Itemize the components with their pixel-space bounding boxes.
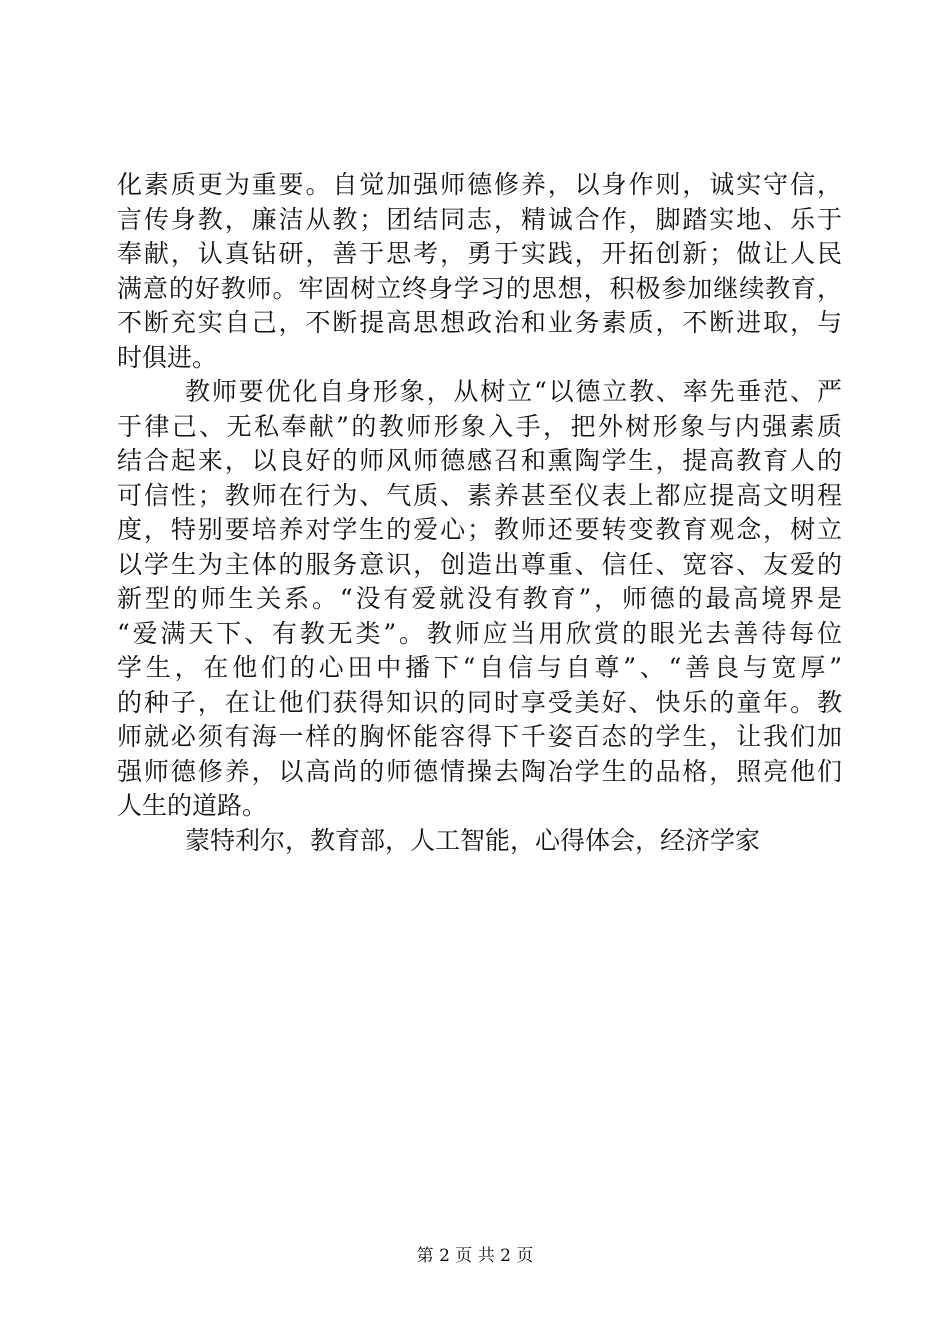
text-line: 奉献，认真钻研，善于思考，勇于实践，开拓创新；做让人民	[117, 239, 842, 268]
text-line: 的种子，在让他们获得知识的同时享受美好、快乐的童年。教	[117, 687, 842, 717]
paragraph-keywords	[117, 824, 842, 859]
paragraph-2	[117, 375, 842, 824]
text-line: 人生的道路。	[117, 791, 268, 820]
text-line: 不断充实自己，不断提高思想政治和业务素质，不断进取，与	[117, 308, 842, 337]
text-line: 可信性；教师在行为、气质、素养甚至仪表上都应提高文明程	[117, 480, 842, 510]
text-line: 度，特别要培养对学生的爱心；教师还要转变教育观念，树立	[117, 515, 842, 544]
text-line: 新型的师生关系。“没有爱就没有教育”，师德的最高境界是	[117, 584, 842, 613]
text-line: 言传身教，廉洁从教；团结同志，精诚合作，脚踏实地、乐于	[117, 204, 842, 234]
text-line: 以学生为主体的服务意识，创造出尊重、信任、宽容、友爱的	[117, 549, 842, 579]
text-line: 师就必须有海一样的胸怀能容得下千姿百态的学生，让我们加	[117, 722, 842, 751]
text-line: 时俱进。	[117, 342, 218, 372]
text-line: “爱满天下、有教无类”。教师应当用欣赏的眼光去善待每位	[117, 618, 842, 648]
paragraph-1	[117, 168, 842, 375]
text-line: 教师要优化自身形象，从树立“以德立教、率先垂范、严	[185, 377, 842, 406]
text-line: 强师德修养，以高尚的师德情操去陶冶学生的品格，照亮他们	[117, 756, 842, 786]
text-line: 蒙特利尔，教育部，人工智能，心得体会，经济学家	[185, 825, 761, 855]
text-line: 于律己、无私奉献”的教师形象入手，把外树形象与内强素质	[117, 411, 842, 441]
page-footer: 第 2 页 共 2 页	[416, 1246, 534, 1266]
document-body	[117, 168, 842, 858]
text-line: 化素质更为重要。自觉加强师德修养，以身作则，诚实守信，	[117, 170, 842, 199]
text-line: 学生，在他们的心田中播下“自信与自尊”、“善良与宽厚”	[117, 653, 842, 682]
text-line: 满意的好教师。牢固树立终身学习的思想，积极参加继续教育，	[117, 273, 842, 303]
text-line: 结合起来，以良好的师风师德感召和熏陶学生，提高教育人的	[117, 446, 842, 475]
